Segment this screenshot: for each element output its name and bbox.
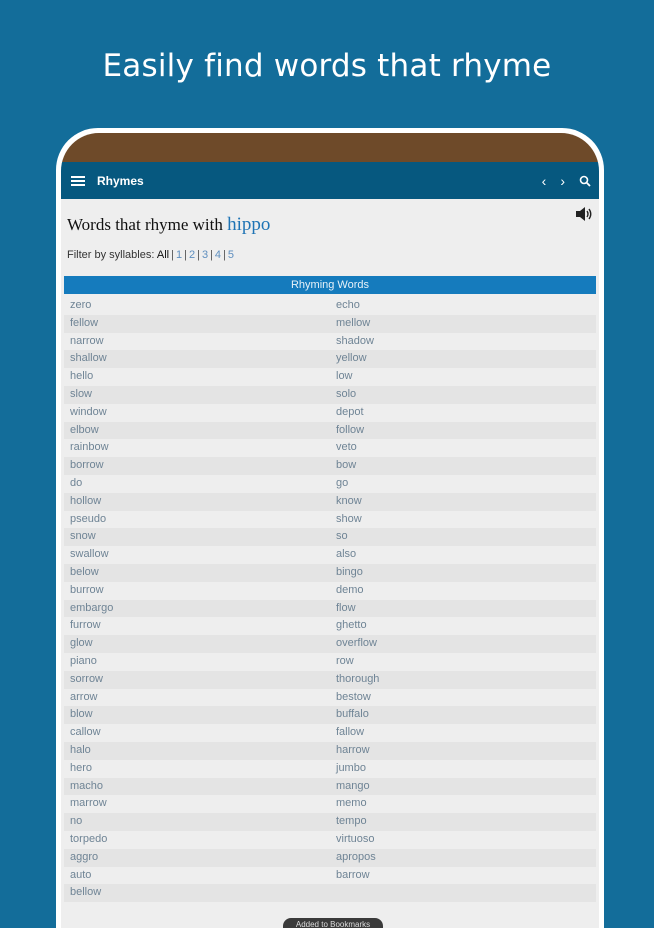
rhyme-word[interactable]: aggro: [70, 850, 99, 863]
rhyme-word[interactable]: ghetto: [336, 619, 367, 632]
rhyme-word[interactable]: solo: [336, 387, 357, 400]
rhyme-word[interactable]: marrow: [70, 797, 107, 810]
rhyme-word[interactable]: below: [70, 565, 99, 578]
speaker-icon[interactable]: [575, 207, 593, 221]
rhyme-word[interactable]: demo: [336, 583, 364, 596]
rhyme-word[interactable]: know: [336, 494, 362, 507]
rhyme-word[interactable]: overflow: [336, 637, 377, 650]
table-row: [64, 653, 596, 671]
table-row: [64, 368, 596, 386]
table-row: [64, 511, 596, 529]
filter-option-3[interactable]: 3: [201, 249, 209, 261]
table-row: [64, 849, 596, 867]
device-frame: [56, 128, 604, 928]
promo-headline: Easily find words that rhyme: [102, 48, 552, 84]
table-row: [64, 831, 596, 849]
title-prefix: Words that rhyme with: [67, 215, 223, 234]
rhyme-word[interactable]: auto: [70, 868, 92, 881]
filter-label: Filter by syllables:: [67, 249, 155, 261]
rhyme-word[interactable]: window: [70, 405, 107, 418]
rhyme-word[interactable]: slow: [70, 387, 93, 400]
rhyme-word[interactable]: glow: [70, 637, 93, 650]
table-row: [64, 867, 596, 885]
rhyme-word[interactable]: shadow: [336, 334, 374, 347]
rhyme-word[interactable]: elbow: [70, 423, 99, 436]
rhyme-word[interactable]: borrow: [70, 459, 104, 472]
rhyme-word[interactable]: virtuoso: [336, 832, 375, 845]
rhyme-word[interactable]: follow: [336, 423, 365, 436]
table-row: [64, 671, 596, 689]
table-row: [64, 582, 596, 600]
rhyme-word[interactable]: buffalo: [336, 708, 369, 721]
table-row: [64, 493, 596, 511]
rhyme-word[interactable]: hollow: [70, 494, 102, 507]
search-icon[interactable]: [579, 175, 591, 187]
table-row: [64, 439, 596, 457]
rhyme-word[interactable]: jumbo: [336, 761, 366, 774]
table-row: [64, 457, 596, 475]
rhyme-word[interactable]: furrow: [70, 619, 101, 632]
rhyme-word[interactable]: no: [70, 815, 83, 828]
rhyme-word[interactable]: swallow: [70, 548, 109, 561]
rhyme-word[interactable]: fallow: [336, 726, 365, 739]
rhyme-word[interactable]: yellow: [336, 352, 367, 365]
rhyme-word[interactable]: piano: [70, 654, 97, 667]
rhyme-word[interactable]: mellow: [336, 316, 371, 329]
rhyme-word[interactable]: harrow: [336, 743, 370, 756]
table-row: [64, 724, 596, 742]
rhyme-word: [330, 884, 596, 902]
table-row: [64, 475, 596, 493]
table-row: [64, 546, 596, 564]
rhyme-word[interactable]: show: [336, 512, 362, 525]
status-bar: [61, 133, 599, 162]
table-row: [64, 635, 596, 653]
toast-message: Added to Bookmarks: [283, 918, 383, 928]
rhyme-word[interactable]: echo: [336, 299, 360, 311]
rhyme-word[interactable]: also: [336, 548, 357, 561]
table-row: [64, 617, 596, 635]
filter-option-all[interactable]: All: [156, 249, 170, 261]
rhyme-word[interactable]: go: [336, 476, 349, 489]
rhyme-word[interactable]: macho: [70, 779, 104, 792]
rhyme-word[interactable]: barrow: [336, 868, 370, 881]
rhyme-word[interactable]: sorrow: [70, 672, 104, 685]
table-row: [64, 564, 596, 582]
table-row: [64, 689, 596, 707]
table-row: [64, 350, 596, 368]
rhyme-word[interactable]: burrow: [70, 583, 104, 596]
rhyme-word[interactable]: mango: [336, 779, 370, 792]
rhyme-word[interactable]: hero: [70, 761, 93, 774]
rhyme-table: [64, 297, 596, 902]
rhyme-word[interactable]: depot: [336, 405, 364, 418]
rhyme-word[interactable]: callow: [70, 726, 101, 739]
rhyme-word[interactable]: low: [336, 370, 353, 383]
table-row: [64, 795, 596, 813]
rhyme-word[interactable]: zero: [70, 299, 92, 311]
table-row: [64, 742, 596, 760]
rhyme-word[interactable]: arrow: [70, 690, 98, 703]
syllable-filter: Filter by syllables: All | 1 | 2 | 3 | 4 | 5: [67, 249, 235, 261]
chevron-right-icon[interactable]: ›: [560, 172, 565, 189]
table-row: [64, 386, 596, 404]
table-header: Rhyming Words: [64, 276, 596, 294]
rhyme-word[interactable]: embargo: [70, 601, 114, 614]
rhyme-word[interactable]: do: [70, 476, 83, 489]
rhyme-word[interactable]: fellow: [70, 316, 99, 329]
rhyme-word[interactable]: bestow: [336, 690, 371, 703]
rhyme-word[interactable]: tempo: [336, 815, 367, 828]
table-row: [64, 600, 596, 618]
query-word: hippo: [227, 214, 271, 235]
app-screen: [61, 133, 599, 928]
rhyme-word[interactable]: memo: [336, 797, 367, 810]
rhyme-word[interactable]: flow: [336, 601, 356, 614]
table-row: [64, 884, 596, 902]
rhyme-word[interactable]: torpedo: [70, 832, 108, 845]
app-title: Rhymes: [97, 173, 144, 188]
table-row: [64, 422, 596, 440]
table-row: [64, 778, 596, 796]
filter-option-5[interactable]: 5: [227, 249, 235, 261]
rhyme-word[interactable]: row: [336, 654, 354, 667]
rhyme-word[interactable]: bow: [336, 459, 357, 472]
rhyme-word[interactable]: bellow: [70, 886, 102, 899]
rhyme-word[interactable]: apropos: [336, 850, 376, 863]
rhyme-word[interactable]: blow: [70, 708, 93, 721]
table-row: [64, 315, 596, 333]
menu-icon[interactable]: [71, 174, 85, 188]
filter-option-2[interactable]: 2: [188, 249, 196, 261]
rhyme-word[interactable]: hello: [70, 370, 94, 383]
table-row: [64, 333, 596, 351]
rhyme-word[interactable]: so: [336, 530, 348, 543]
table-row: [64, 760, 596, 778]
table-row: [64, 297, 596, 315]
table-row: [64, 706, 596, 724]
table-row: [64, 528, 596, 546]
rhyme-word[interactable]: bingo: [336, 565, 363, 578]
rhyme-word[interactable]: pseudo: [70, 512, 107, 525]
app-bar: [61, 162, 599, 199]
rhyme-word[interactable]: veto: [336, 441, 357, 454]
table-row: [64, 813, 596, 831]
rhyme-word[interactable]: rainbow: [70, 441, 109, 454]
chevron-left-icon[interactable]: ‹: [541, 172, 547, 189]
table-row: [64, 404, 596, 422]
filter-option-4[interactable]: 4: [214, 249, 222, 261]
rhyme-word[interactable]: halo: [70, 743, 91, 756]
page-title: [67, 214, 270, 236]
rhyme-word[interactable]: thorough: [336, 672, 380, 685]
filter-option-1[interactable]: 1: [175, 249, 183, 261]
rhyme-word[interactable]: shallow: [70, 352, 107, 365]
rhyme-word[interactable]: narrow: [70, 334, 104, 347]
rhyme-word[interactable]: snow: [70, 530, 96, 543]
